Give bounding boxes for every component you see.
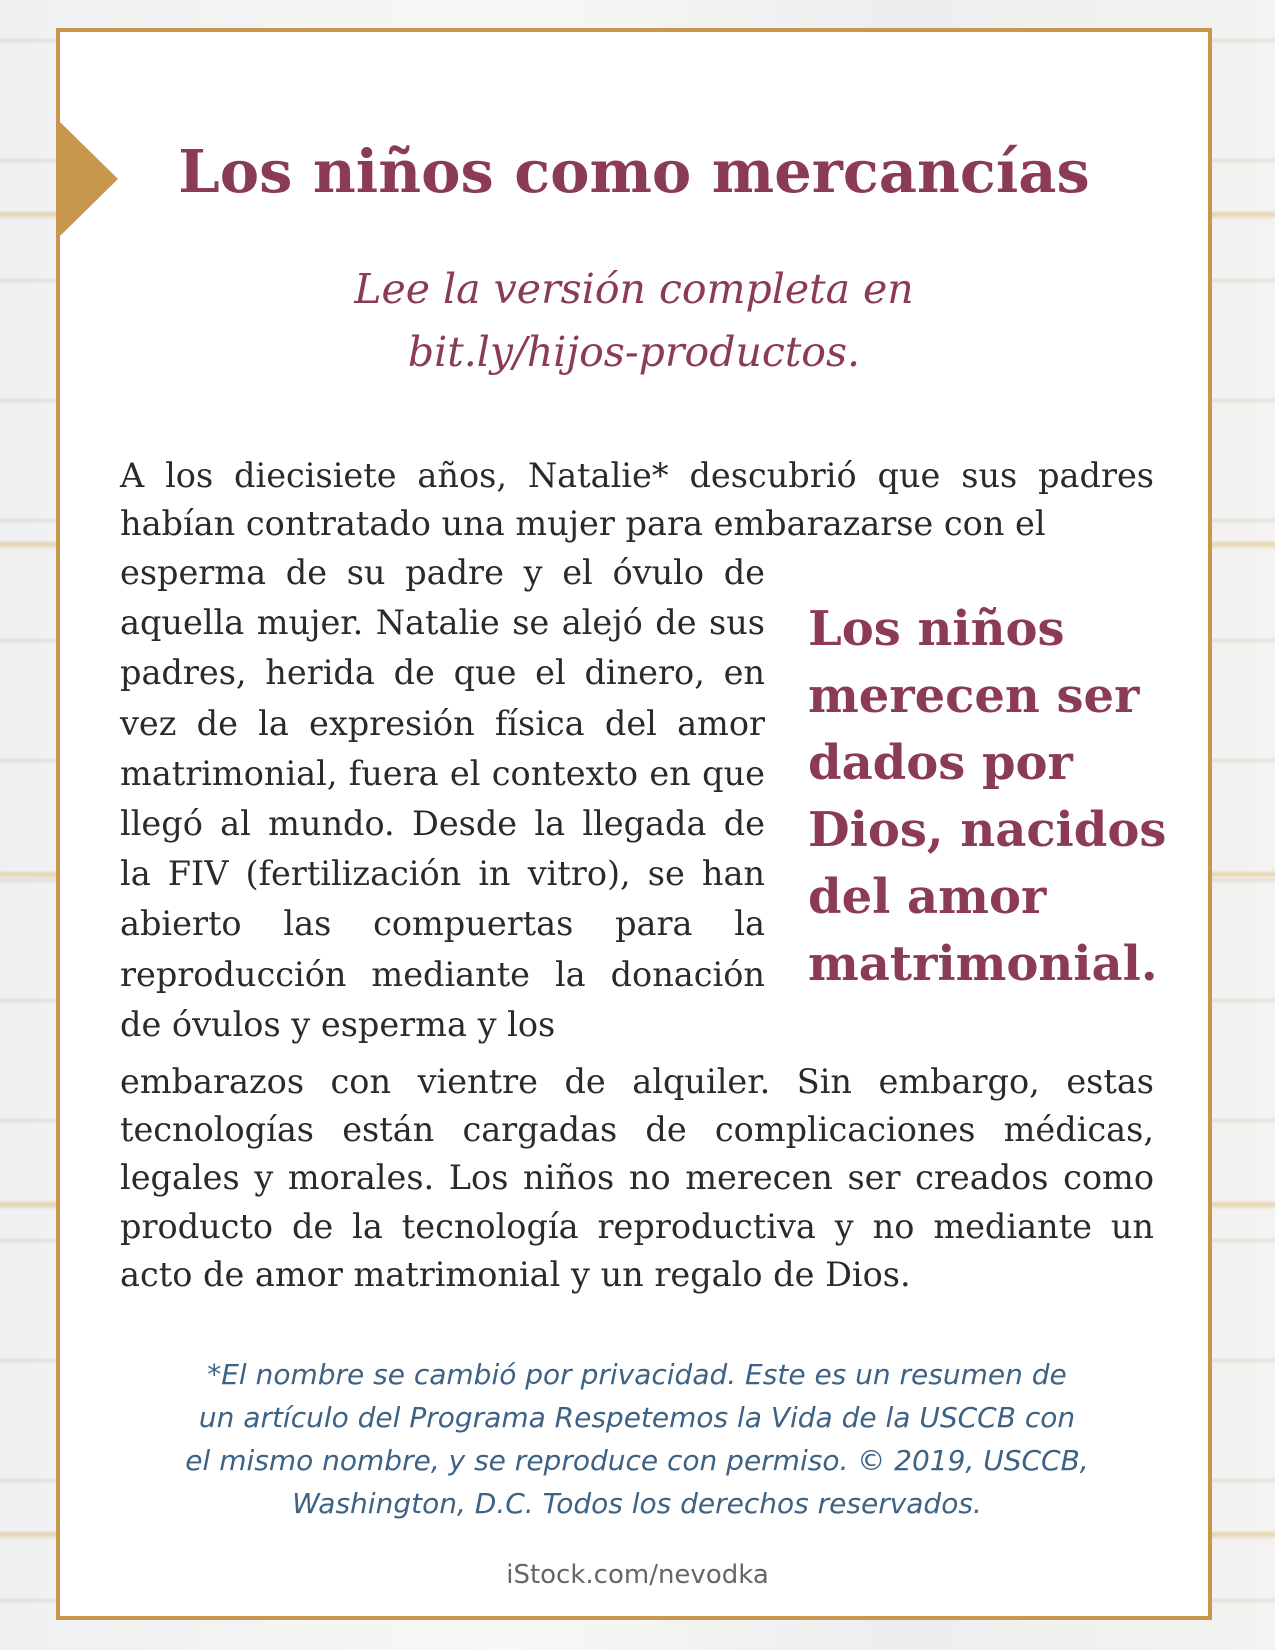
pull-quote-line: del amor bbox=[808, 869, 1047, 925]
subtitle-line-1: Lee la versión completa en bbox=[354, 265, 914, 313]
subtitle bbox=[60, 258, 1208, 384]
pull-quote-line: dados por bbox=[808, 735, 1073, 791]
article-paragraph-bottom: embarazos con vientre de alquiler. Sin embargo, estas tecnologías están cargadas de complicaciones médicas, legales y morales. Los niños no merecen ser creados como producto de la tecnología reproductiva y no mediante un acto de amor matrimonial y un regalo de Dios. bbox=[120, 1062, 1154, 1294]
footnote-line: un artículo del Programa Respetemos la Vida de la USCCB con bbox=[198, 1401, 1076, 1434]
pull-quote-line: merecen ser bbox=[808, 668, 1140, 724]
pull-quote-line: Dios, nacidos bbox=[808, 802, 1167, 858]
article-paragraph-column: esperma de su padre y el óvulo de aquella mujer. Natalie se alejó de sus padres, herida de que el dinero, en vez de la expresión física del amor matrimonial, fuera el contexto en que llegó al mundo. Desde la llegada de la FIV (fertilización in vitro), se han abierto las compuertas para la reproducción mediante la donación de óvulos y esperma y los bbox=[120, 553, 765, 1044]
pull-quote-line: matrimonial. bbox=[808, 936, 1158, 992]
footnote-line: el mismo nombre, y se reproduce con permiso. © 2019, USCCB, bbox=[185, 1444, 1089, 1477]
subtitle-link[interactable]: bit.ly/hijos-productos. bbox=[407, 328, 861, 376]
pull-quote bbox=[808, 596, 1168, 998]
article-paragraph-top: A los diecisiete años, Natalie* descubrió que sus padres habían contratado una mujer para embarazarse con el bbox=[120, 456, 1154, 544]
pull-quote-line: Los niños bbox=[808, 601, 1065, 657]
footnote-line: *El nombre se cambió por privacidad. Este es un resumen de bbox=[207, 1358, 1067, 1391]
image-credit: iStock.com/nevodka bbox=[506, 1560, 769, 1590]
footnote bbox=[120, 1353, 1154, 1525]
page-title: Los niños como mercancías bbox=[178, 137, 1090, 206]
footnote-line: Washington, D.C. Todos los derechos reservados. bbox=[292, 1487, 982, 1520]
